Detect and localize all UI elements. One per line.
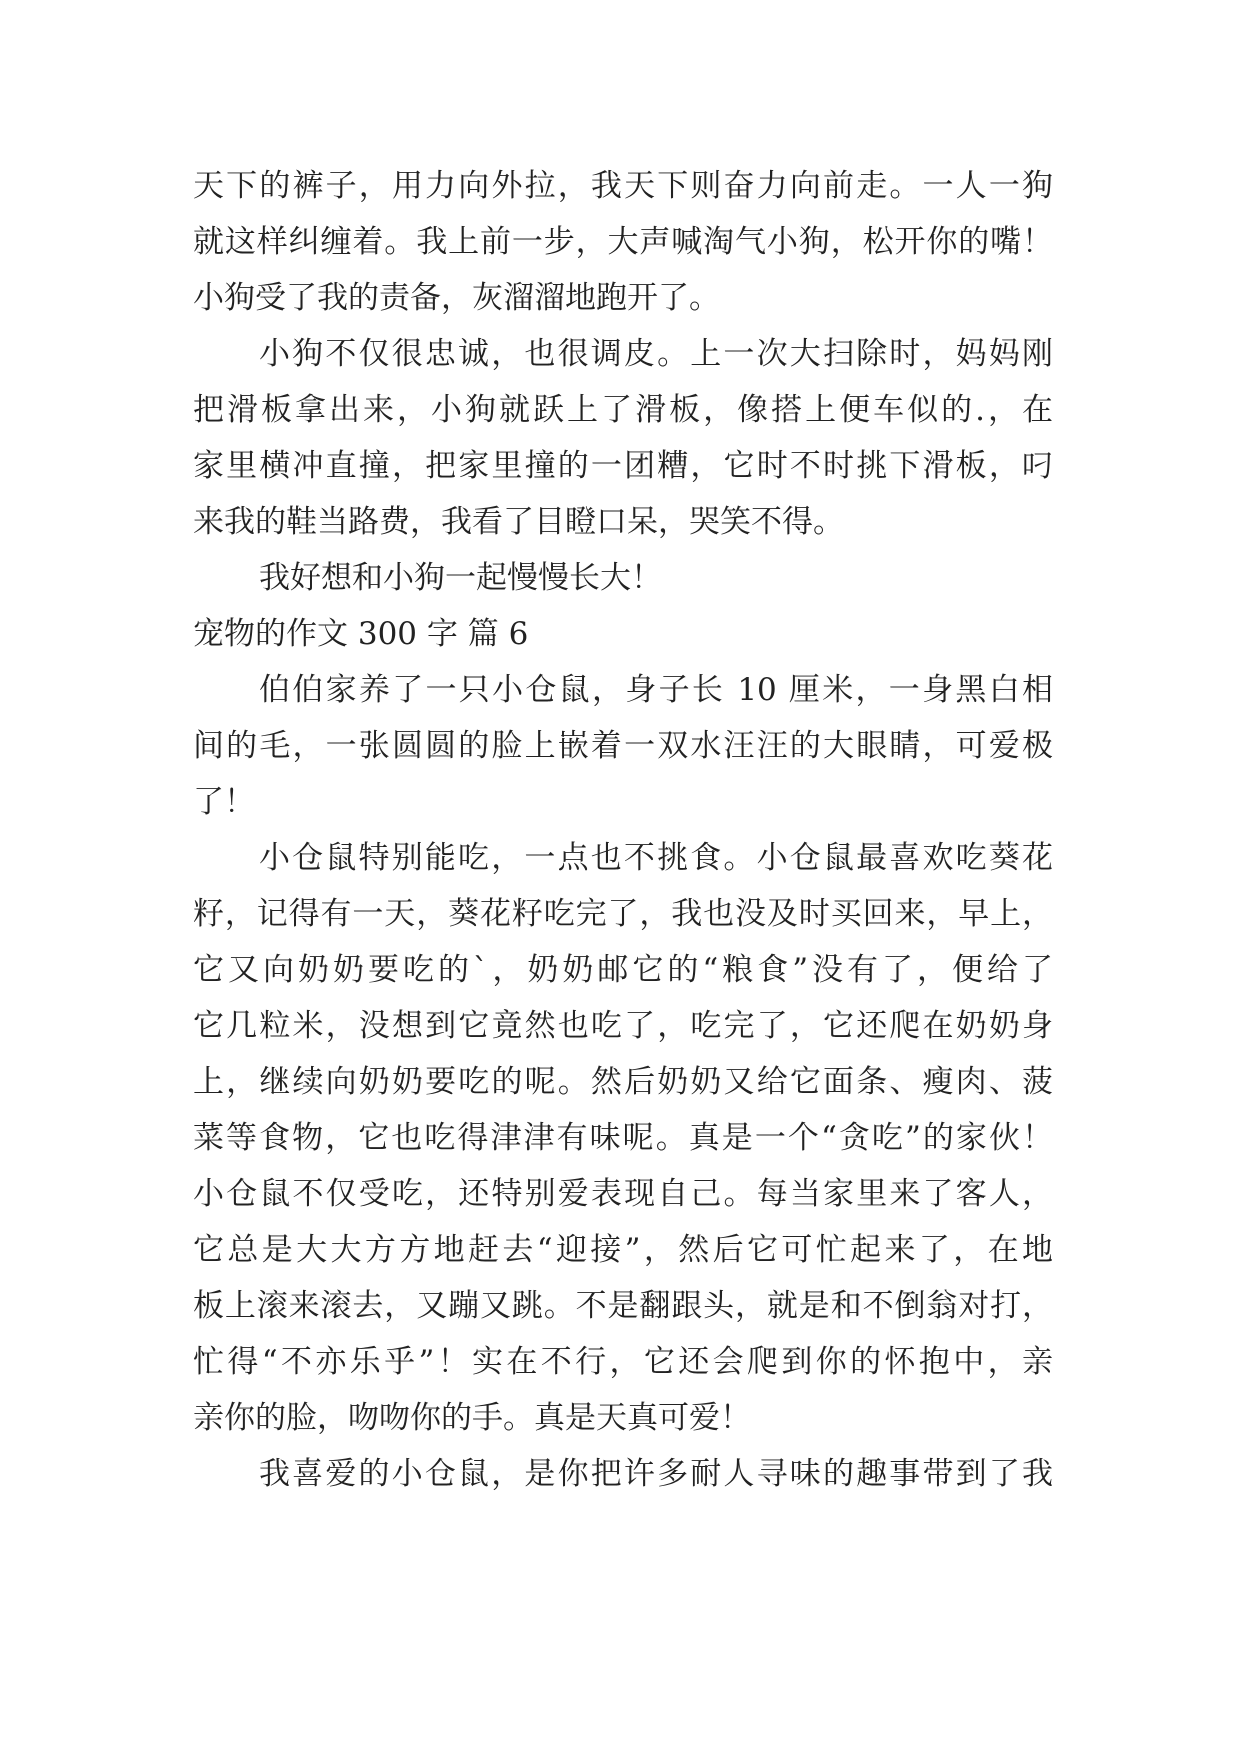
- paragraph-line: 来我的鞋当路费，我看了目瞪口呆，哭笑不得。: [193, 504, 844, 540]
- paragraph-line: 家里横冲直撞，把家里撞的一团糟，它时不时挑下滑板，叼: [193, 448, 1053, 484]
- paragraph-line: 间的毛，一张圆圆的脸上嵌着一双水汪汪的大眼睛，可爱极: [193, 728, 1053, 764]
- paragraph-line: 小狗不仅很忠诚，也很调皮。上一次大扫除时，妈妈刚: [259, 336, 1053, 372]
- paragraph-line: 它总是大大方方地赶去“迎接”，然后它可忙起来了，在地: [193, 1232, 1053, 1268]
- paragraph-line: 小狗受了我的责备，灰溜溜地跑开了。: [193, 280, 720, 316]
- paragraph-line: 它几粒米，没想到它竟然也吃了，吃完了，它还爬在奶奶身: [193, 1008, 1053, 1044]
- document-body: [193, 158, 1053, 1502]
- paragraph-line: 我喜爱的小仓鼠，是你把许多耐人寻味的趣事带到了我: [259, 1456, 1053, 1492]
- paragraph-line: 亲你的脸，吻吻你的手。真是天真可爱！: [193, 1400, 751, 1436]
- paragraph-line: 天下的裤子，用力向外拉，我天下则奋力向前走。一人一狗: [193, 168, 1053, 204]
- paragraph-line: 小仓鼠不仅受吃，还特别爱表现自己。每当家里来了客人，: [193, 1176, 1053, 1212]
- paragraph-line: 它又向奶奶要吃的`，奶奶邮它的“粮食”没有了，便给了: [193, 952, 1053, 988]
- paragraph-line: 伯伯家养了一只小仓鼠，身子长 10 厘米，一身黑白相: [259, 672, 1053, 708]
- paragraph-line: 忙得“不亦乐乎”！实在不行，它还会爬到你的怀抱中，亲: [193, 1344, 1053, 1380]
- paragraph-line: 我好想和小狗一起慢慢长大！: [259, 560, 662, 596]
- paragraph-line: 了！: [193, 784, 255, 820]
- paragraph-line: 上，继续向奶奶要吃的呢。然后奶奶又给它面条、瘦肉、菠: [193, 1064, 1053, 1100]
- paragraph-line: 籽，记得有一天，葵花籽吃完了，我也没及时买回来，早上，: [193, 896, 1053, 932]
- paragraph-line: 小仓鼠特别能吃，一点也不挑食。小仓鼠最喜欢吃葵花: [259, 840, 1053, 876]
- paragraph-line: 就这样纠缠着。我上前一步，大声喊淘气小狗，松开你的嘴！: [193, 224, 1053, 260]
- paragraph-line: 菜等食物，它也吃得津津有味呢。真是一个“贪吃”的家伙！: [193, 1120, 1053, 1156]
- section-heading: 宠物的作文 300 字 篇 6: [193, 616, 529, 652]
- paragraph-line: 板上滚来滚去，又蹦又跳。不是翻跟头，就是和不倒翁对打，: [193, 1288, 1053, 1324]
- paragraph-line: 把滑板拿出来，小狗就跃上了滑板，像搭上便车似的.，在: [193, 392, 1053, 428]
